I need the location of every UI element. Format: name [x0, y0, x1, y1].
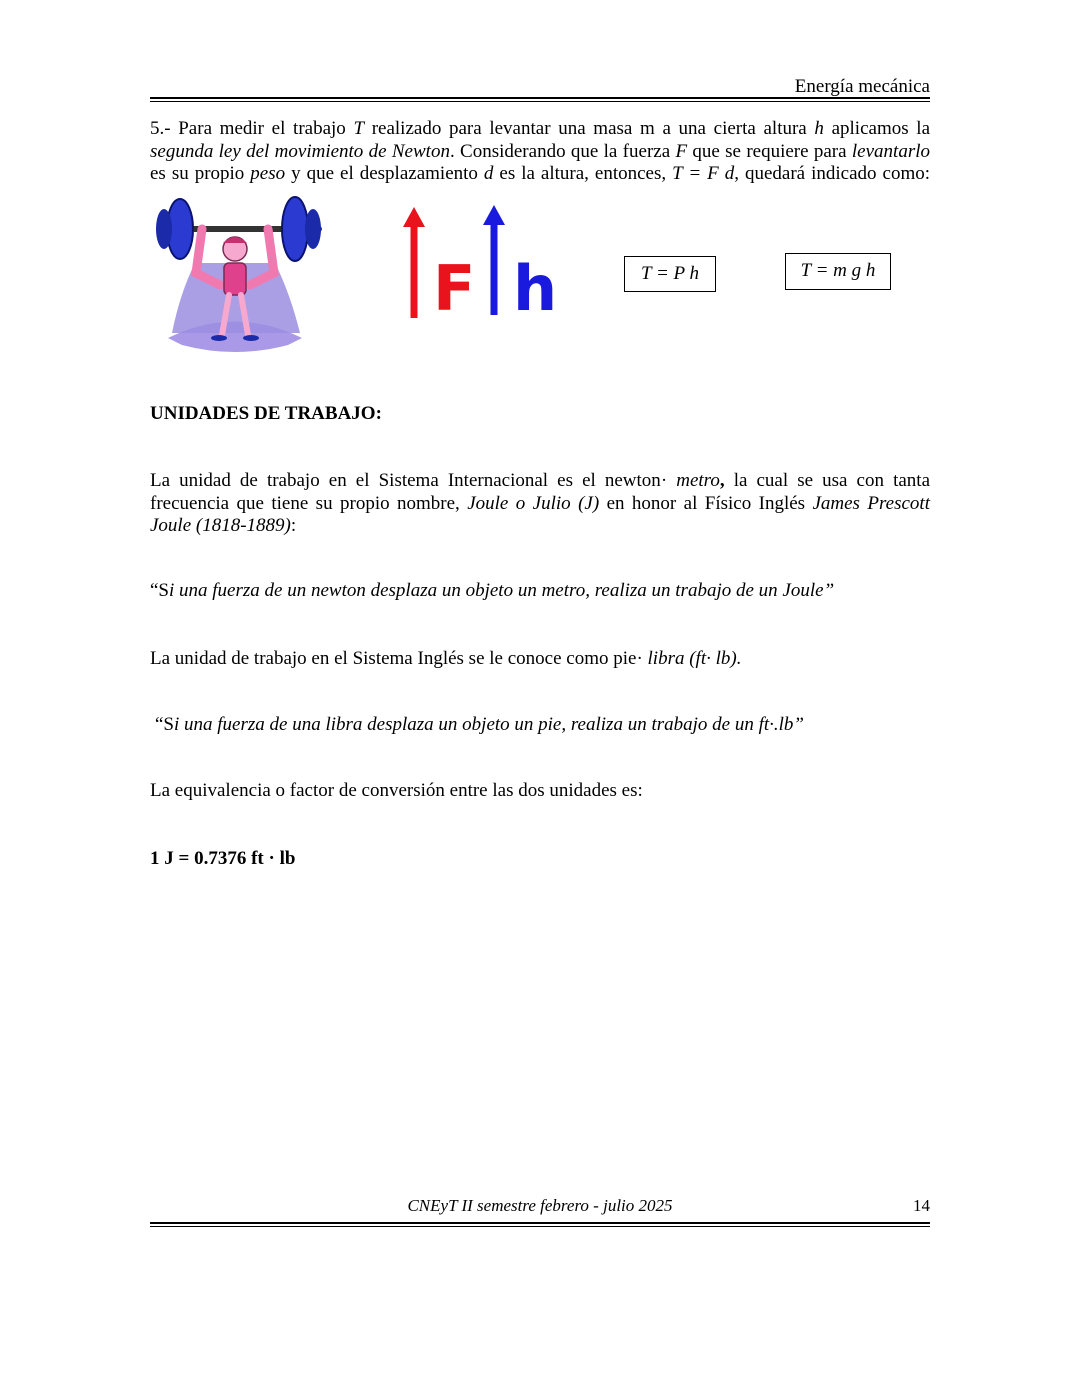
equivalence-paragraph: La equivalencia o factor de conversión entre las dos unidades es: [150, 780, 643, 801]
text-run: La unidad de trabajo en el Sistema Inglés se le conoce como pie [150, 648, 637, 669]
text-run: y que el desplazamiento [285, 163, 484, 184]
text-run: , quedará indicado como: [734, 163, 931, 184]
text-run: aplicamos la [823, 118, 930, 139]
right-weight-plate-outer [305, 209, 321, 249]
si-line-2 [150, 493, 930, 516]
left-weight-plate-outer [156, 209, 172, 249]
problem-5-line-3 [150, 163, 930, 186]
right-shoe [243, 335, 259, 341]
conversion-equation: 1 J = 0.7376 ft · lb [150, 848, 296, 869]
text-run: La unidad de trabajo en el Sistema Internacional es el newton [150, 470, 661, 491]
inline-formula: T = F d [672, 163, 735, 184]
text-run: es su propio [150, 163, 251, 184]
text-run: . Considerando que la fuerza [449, 140, 676, 162]
variable-h: h [814, 118, 824, 139]
document-page [150, 0, 930, 1397]
figure-row [150, 193, 930, 363]
term-levantarlo: levantarlo [851, 140, 930, 162]
force-arrow-head [403, 207, 425, 227]
text-run: frecuencia que tiene su propio nombre, [150, 492, 468, 514]
header-title: Energía mecánica [794, 76, 930, 97]
text-run: es la altura, entonces, [493, 163, 673, 184]
torso [224, 263, 246, 295]
variable-t: T [353, 118, 365, 139]
person-name-dates: Joule (1818-1889) [150, 515, 291, 536]
text-run: en honor al Físico Inglés [599, 492, 813, 514]
text-run: que se requiere para [687, 140, 852, 162]
problem-5-line-1 [150, 118, 930, 141]
term-joule: Joule o Julio (J) [467, 492, 600, 514]
text-run: , [719, 470, 725, 491]
text-run: realizado para levantar una masa m a una cierta altura [364, 118, 815, 139]
term-peso: peso [250, 163, 286, 184]
term-libra: libra (ft [642, 648, 707, 669]
left-shoe [211, 335, 227, 341]
text-run: la cual se usa con tanta [724, 470, 930, 491]
problem-5-paragraph [150, 118, 930, 186]
si-line-1 [150, 470, 930, 493]
english-unit-paragraph [150, 648, 930, 671]
quote-text: i una fuerza de una libra desplaza un objeto un pie, realiza un trabajo de un ft·.lb” [174, 714, 804, 735]
quote-open: “S [155, 714, 174, 735]
header-rule [150, 97, 930, 102]
page-number: 14 [913, 1196, 930, 1215]
height-letter: h [513, 252, 558, 323]
footer-text: CNEyT II semestre febrero - julio 2025 [407, 1196, 673, 1215]
dot-operator: · [636, 648, 643, 669]
text-run: 5.- Para medir el trabajo [150, 118, 354, 139]
term-metro: metro [667, 470, 720, 491]
person-name: James Prescott [812, 492, 930, 514]
quote-ftlb [155, 714, 804, 736]
newton-law-term: segunda ley del movimiento de Newton [150, 140, 450, 162]
force-letter: F [433, 252, 476, 323]
si-line-3 [150, 515, 930, 538]
text-run: : [290, 515, 297, 536]
formula-box-tph: T = P h [624, 256, 716, 292]
formula-box-tmgh: T = m g h [785, 253, 891, 290]
term-lb: lb). [710, 648, 742, 669]
variable-f: F [675, 140, 688, 162]
weightlifter-illustration [150, 193, 335, 358]
hair [223, 237, 247, 243]
quote-open: “S [150, 580, 169, 601]
footer-rule [150, 1222, 930, 1227]
quote-joule [150, 580, 834, 602]
variable-d: d [483, 163, 494, 184]
quote-text: i una fuerza de un newton desplaza un objeto un metro, realiza un trabajo de un Joule” [169, 580, 835, 601]
problem-5-line-2 [150, 141, 930, 164]
height-arrow-head [483, 205, 505, 225]
dot-operator: · [706, 648, 711, 669]
force-height-diagram [400, 203, 570, 323]
si-unit-paragraph [150, 470, 930, 538]
dot-operator: · [660, 470, 668, 491]
right-weight-plate [282, 197, 308, 261]
section-title: UNIDADES DE TRABAJO: [150, 403, 382, 424]
